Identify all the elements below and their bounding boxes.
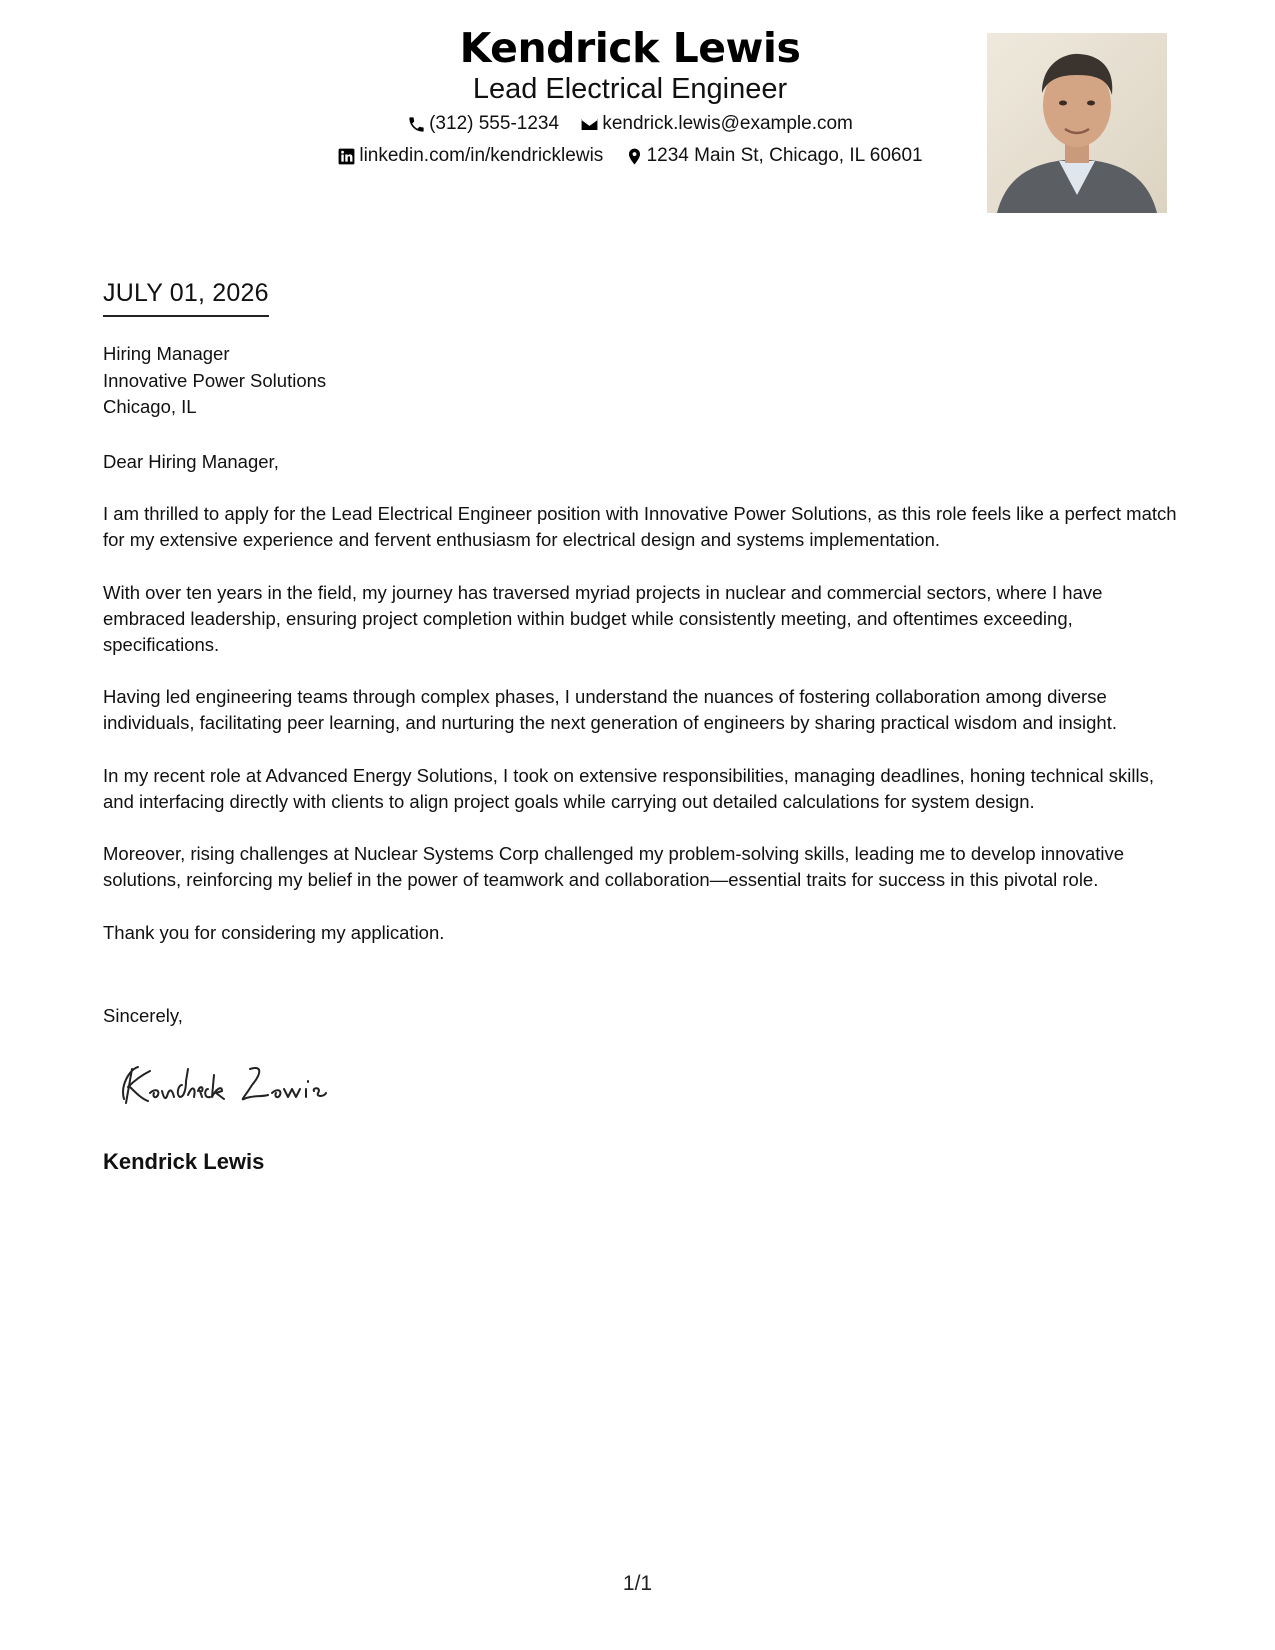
phone-text: (312) 555-1234 xyxy=(429,113,560,134)
map-marker-icon xyxy=(625,147,644,166)
linkedin-text: linkedin.com/in/kendricklewis xyxy=(359,145,604,166)
signer-name: Kendrick Lewis xyxy=(103,1149,265,1174)
body-paragraph: In my recent role at Advanced Energy Solutions, I took on extensive responsibilities, managing deadlines, honing technical skills, and interfacing directly with clients to align project goals while carrying out detailed calculations for system design. xyxy=(103,764,1154,812)
closing-phrase: Sincerely, xyxy=(103,1005,183,1026)
email-contact[interactable] xyxy=(580,113,853,135)
page-number: 1/1 xyxy=(622,1572,653,1595)
address-text: 1234 Main St, Chicago, IL 60601 xyxy=(646,145,923,166)
linkedin-contact[interactable] xyxy=(337,145,603,167)
recipient-line: Hiring Manager xyxy=(103,343,230,364)
letter-header xyxy=(0,18,1275,228)
body-paragraph: I am thrilled to apply for the Lead Electrical Engineer position with Innovative Power Solutions, as this role feels like a perfect match for my extensive experience and fervent enthusiasm for electrical design and systems implementation. xyxy=(103,503,1177,550)
letter-body xyxy=(103,449,1178,972)
phone-contact[interactable] xyxy=(407,113,559,135)
body-paragraph: Moreover, rising challenges at Nuclear Systems Corp challenged my problem-solving skills, leading me to develop innovative solutions, reinforcing my belief in the power of teamwork and collaboration—essential traits for success in this pivotal role. xyxy=(103,843,1125,890)
handwritten-signature xyxy=(112,1055,372,1115)
applicant-name: Kendrick Lewis xyxy=(459,24,801,72)
body-paragraph: Having led engineering teams through complex phases, I understand the nuances of fostering collaboration among diverse individuals, facilitating peer learning, and nurturing the next generation of engineers by sharing practical wisdom and insight. xyxy=(103,686,1117,733)
date-block xyxy=(103,279,269,317)
body-paragraph: Thank you for considering my application. xyxy=(103,921,445,943)
envelope-icon xyxy=(580,115,599,134)
address-contact xyxy=(625,145,923,167)
applicant-title: Lead Electrical Engineer xyxy=(472,73,788,105)
salutation: Dear Hiring Manager, xyxy=(103,451,279,472)
headshot-image xyxy=(987,33,1167,213)
body-paragraph: With over ten years in the field, my journey has traversed myriad projects in nuclear and commercial sectors, where I have embraced leadership, ensuring project completion within budget while consistently meeting, and oftentimes exceeding, specifications. xyxy=(103,581,1103,655)
letter-date: JULY 01, 2026 xyxy=(103,279,269,317)
recipient-address xyxy=(103,341,326,421)
recipient-line: Chicago, IL xyxy=(103,396,197,417)
recipient-line: Innovative Power Solutions xyxy=(103,369,327,391)
profile-photo xyxy=(987,33,1167,213)
phone-icon xyxy=(407,115,426,134)
email-text: kendrick.lewis@example.com xyxy=(602,113,853,134)
linkedin-icon xyxy=(337,147,356,166)
signature-image xyxy=(112,1055,372,1115)
